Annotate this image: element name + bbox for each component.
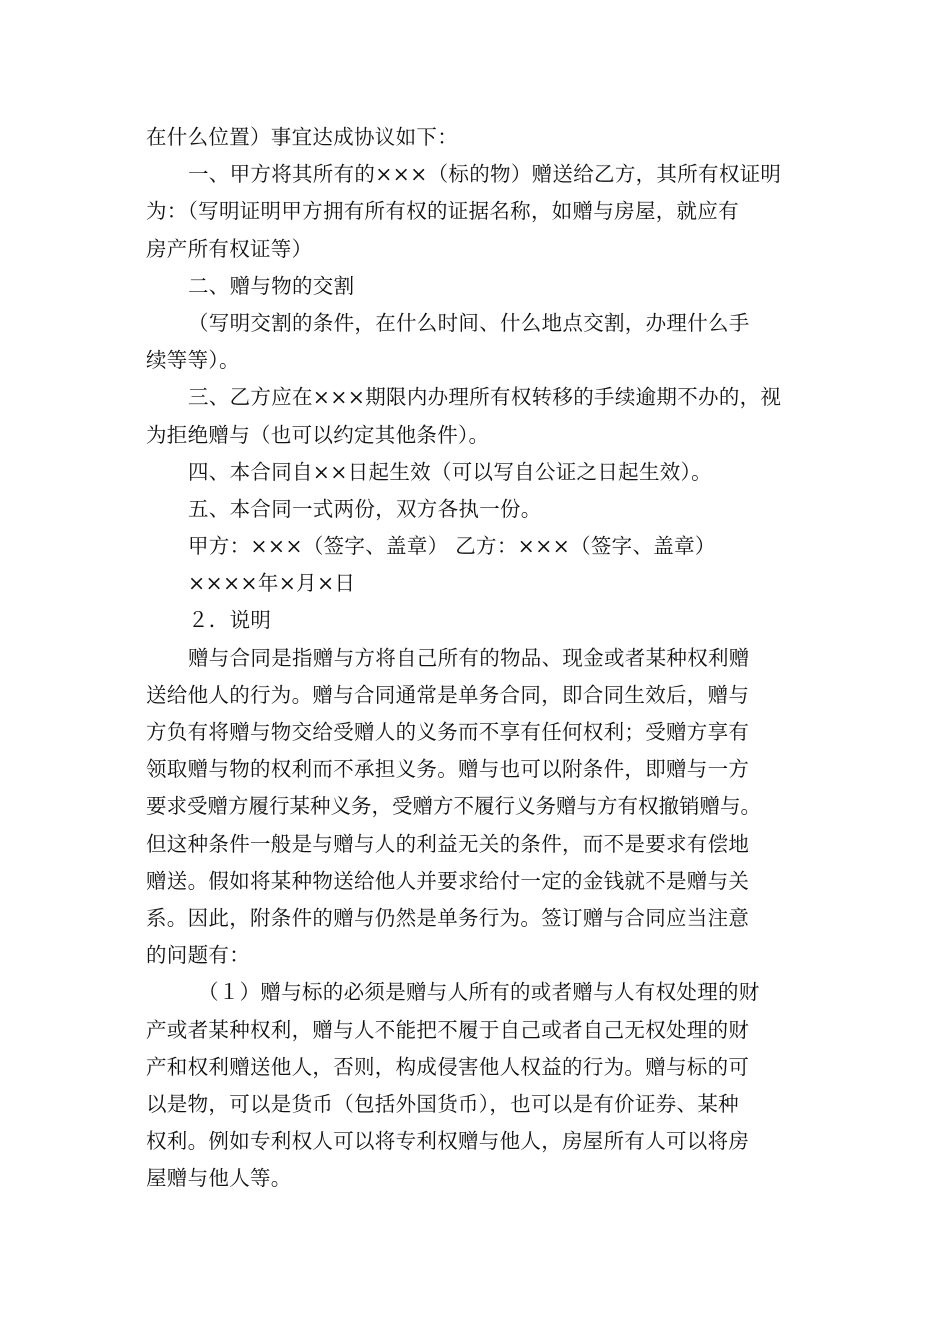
document-body	[146, 119, 812, 1197]
paragraph-line: 以是物，可以是货币（包括外国货币），也可以是有价证券、某种	[146, 1091, 739, 1116]
paragraph-line: 送给他人的行为。赠与合同通常是单务合同，即合同生效后，赠与	[146, 682, 750, 707]
text-line: （写明交割的条件，在什么时间、什么地点交割，办理什么手	[188, 310, 750, 335]
paragraph-line: 但这种条件一般是与赠与人的利益无关的条件，而不是要求有偿地	[146, 831, 750, 856]
text-line: 房产所有权证等）	[146, 236, 313, 261]
clause-two-heading: 二、赠与物的交割	[188, 273, 355, 298]
section-heading: ２．说明	[188, 608, 272, 633]
text-line: 为：（写明证明甲方拥有所有权的证据名称，如赠与房屋，就应有	[146, 199, 739, 224]
signature-line: 甲方：×××（签字、盖章） 乙方：×××（签字、盖章）	[188, 534, 716, 559]
list-item-line: （１）赠与标的必须是赠与人所有的或者赠与人有权处理的财	[198, 980, 760, 1005]
paragraph-line: 权利。例如专利权人可以将专利权赠与他人，房屋所有人可以将房	[146, 1129, 750, 1154]
date-line: ××××年×月×日	[188, 571, 356, 596]
text-line: 在什么位置）事宜达成协议如下：	[146, 125, 458, 149]
paragraph-line: 赠送。假如将某种物送给他人并要求给付一定的金钱就不是赠与关	[146, 868, 750, 893]
text-line: 续等等）。	[146, 348, 240, 373]
paragraph-line: 产或者某种权利，赠与人不能把不履于自己或者自己无权处理的财	[146, 1017, 750, 1042]
paragraph-line: 的问题有：	[146, 943, 250, 968]
paragraph-line: 要求受赠方履行某种义务，受赠方不履行义务赠与方有权撤销赠与。	[146, 794, 761, 819]
paragraph-line: 系。因此，附条件的赠与仍然是单务行为。签订赠与合同应当注意	[146, 905, 750, 930]
paragraph-line: 屋赠与他人等。	[146, 1166, 292, 1191]
paragraph-line: 领取赠与物的权利而不承担义务。赠与也可以附条件，即赠与一方	[146, 757, 750, 782]
paragraph-line: 赠与合同是指赠与方将自己所有的物品、现金或者某种权利赠	[188, 645, 750, 670]
paragraph-line: 产和权利赠送他人，否则，构成侵害他人权益的行为。赠与标的可	[146, 1054, 750, 1079]
text-line: 为拒绝赠与（也可以约定其他条件）。	[146, 422, 490, 447]
clause-one-line: 一、甲方将其所有的×××（标的物）赠送给乙方，其所有权证明	[188, 162, 782, 187]
clause-three-line: 三、乙方应在×××期限内办理所有权转移的手续逾期不办的，视	[188, 385, 782, 410]
paragraph-line: 方负有将赠与物交给受赠人的义务而不享有任何权利；受赠方享有	[146, 720, 750, 744]
clause-four-line: 四、本合同自××日起生效（可以写自公证之日起生效）。	[188, 459, 712, 484]
clause-five-line: 五、本合同一式两份，双方各执一份。	[188, 496, 542, 521]
